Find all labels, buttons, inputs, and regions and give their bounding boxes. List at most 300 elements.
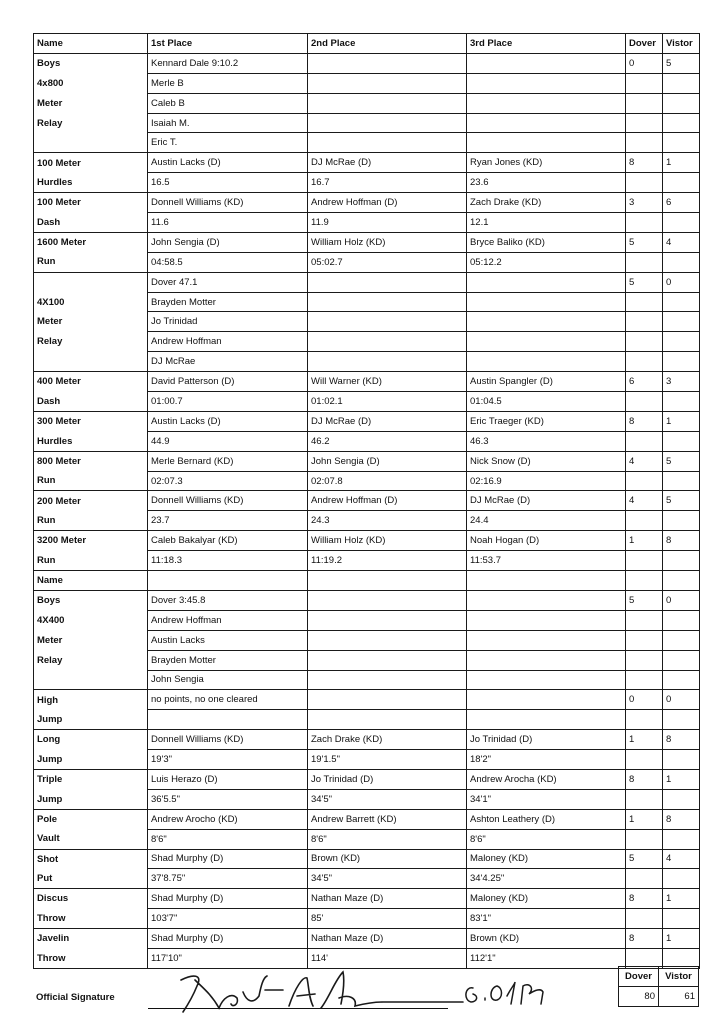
header-visitor: Vistor: [663, 34, 700, 54]
dover-points-cell: 8: [626, 929, 663, 949]
third-place-cell: Andrew Arocha (KD): [467, 769, 626, 789]
first-place-cell: John Sengia (D): [148, 232, 308, 252]
dover-points-cell: 4: [626, 491, 663, 511]
result-row: [34, 352, 700, 372]
third-place-cell: 8'6": [467, 829, 626, 849]
visitor-points-cell: [663, 610, 700, 630]
third-place-cell: 05:12.2: [467, 252, 626, 272]
third-place-cell: Noah Hogan (D): [467, 531, 626, 551]
visitor-points-cell: [663, 113, 700, 133]
visitor-points-cell: [663, 471, 700, 491]
visitor-points-cell: [663, 710, 700, 730]
event-cell: Jump: [34, 750, 148, 770]
second-place-cell: DJ McRae (D): [308, 411, 467, 431]
result-row: [34, 710, 700, 730]
event-cell: [34, 670, 148, 690]
first-place-cell: Donnell Williams (KD): [148, 730, 308, 750]
event-cell: Pole: [34, 809, 148, 829]
second-place-cell: 34'5": [308, 869, 467, 889]
first-place-cell: Dover 3:45.8: [148, 590, 308, 610]
result-row: [34, 272, 700, 292]
third-place-cell: Jo Trinidad (D): [467, 730, 626, 750]
result-row: [34, 372, 700, 392]
dover-points-cell: 1: [626, 531, 663, 551]
second-place-cell: [308, 272, 467, 292]
visitor-points-cell: [663, 571, 700, 591]
header-dover: Dover: [626, 34, 663, 54]
result-row: [34, 431, 700, 451]
third-place-cell: [467, 352, 626, 372]
visitor-points-cell: [663, 133, 700, 153]
result-row: [34, 750, 700, 770]
visitor-points-cell: 0: [663, 272, 700, 292]
dover-points-cell: [626, 829, 663, 849]
second-place-cell: John Sengia (D): [308, 451, 467, 471]
result-row: [34, 551, 700, 571]
header-first-place: 1st Place: [148, 34, 308, 54]
dover-points-cell: [626, 431, 663, 451]
result-row: [34, 789, 700, 809]
third-place-cell: [467, 710, 626, 730]
visitor-points-cell: 8: [663, 809, 700, 829]
event-cell: 200 Meter: [34, 491, 148, 511]
dover-points-cell: 0: [626, 690, 663, 710]
totals-visitor-score: 61: [659, 987, 699, 1007]
visitor-points-cell: 3: [663, 372, 700, 392]
second-place-cell: [308, 292, 467, 312]
third-place-cell: [467, 73, 626, 93]
second-place-cell: 24.3: [308, 511, 467, 531]
result-row: [34, 332, 700, 352]
dover-points-cell: [626, 173, 663, 193]
event-cell: Put: [34, 869, 148, 889]
first-place-cell: David Patterson (D): [148, 372, 308, 392]
first-place-cell: Isaiah M.: [148, 113, 308, 133]
result-row: [34, 650, 700, 670]
third-place-cell: 18'2": [467, 750, 626, 770]
first-place-cell: 16.5: [148, 173, 308, 193]
second-place-cell: Andrew Hoffman (D): [308, 491, 467, 511]
third-place-cell: 02:16.9: [467, 471, 626, 491]
third-place-cell: [467, 690, 626, 710]
second-place-cell: 114': [308, 948, 467, 968]
first-place-cell: [148, 710, 308, 730]
event-cell: Run: [34, 471, 148, 491]
dover-points-cell: 5: [626, 232, 663, 252]
second-place-cell: 11:19.2: [308, 551, 467, 571]
event-cell: 100 Meter: [34, 193, 148, 213]
second-place-cell: [308, 312, 467, 332]
dover-points-cell: [626, 710, 663, 730]
third-place-cell: Bryce Baliko (KD): [467, 232, 626, 252]
second-place-cell: 02:07.8: [308, 471, 467, 491]
event-cell: 1600 Meter: [34, 232, 148, 252]
result-row: [34, 173, 700, 193]
third-place-cell: 112'1": [467, 948, 626, 968]
first-place-cell: DJ McRae: [148, 352, 308, 372]
second-place-cell: Nathan Maze (D): [308, 889, 467, 909]
third-place-cell: [467, 670, 626, 690]
result-row: [34, 889, 700, 909]
third-place-cell: Maloney (KD): [467, 849, 626, 869]
event-cell: Dash: [34, 213, 148, 233]
event-cell: Hurdles: [34, 431, 148, 451]
visitor-points-cell: [663, 650, 700, 670]
dover-points-cell: [626, 471, 663, 491]
first-place-cell: 117'10": [148, 948, 308, 968]
event-cell: Long: [34, 730, 148, 750]
event-cell: 800 Meter: [34, 451, 148, 471]
result-row: [34, 571, 700, 591]
third-place-cell: Austin Spangler (D): [467, 372, 626, 392]
second-place-cell: Will Warner (KD): [308, 372, 467, 392]
dover-points-cell: [626, 133, 663, 153]
result-row: [34, 193, 700, 213]
result-row: [34, 471, 700, 491]
event-cell: Run: [34, 511, 148, 531]
visitor-points-cell: [663, 789, 700, 809]
dover-points-cell: [626, 909, 663, 929]
event-cell: 4X100: [34, 292, 148, 312]
signature-label: Official Signature: [36, 992, 115, 1003]
first-place-cell: 36'5.5": [148, 789, 308, 809]
result-row: [34, 93, 700, 113]
dover-points-cell: [626, 610, 663, 630]
visitor-points-cell: [663, 73, 700, 93]
event-cell: Triple: [34, 769, 148, 789]
event-cell: Name: [34, 571, 148, 591]
result-row: [34, 312, 700, 332]
first-place-cell: John Sengia: [148, 670, 308, 690]
visitor-points-cell: [663, 829, 700, 849]
third-place-cell: 24.4: [467, 511, 626, 531]
event-cell: Boys: [34, 53, 148, 73]
visitor-points-cell: [663, 750, 700, 770]
visitor-points-cell: 5: [663, 451, 700, 471]
first-place-cell: Brayden Motter: [148, 650, 308, 670]
result-row: [34, 213, 700, 233]
event-cell: Run: [34, 551, 148, 571]
visitor-points-cell: 1: [663, 889, 700, 909]
third-place-cell: [467, 610, 626, 630]
result-row: [34, 451, 700, 471]
third-place-cell: Maloney (KD): [467, 889, 626, 909]
result-row: [34, 849, 700, 869]
third-place-cell: [467, 53, 626, 73]
third-place-cell: Brown (KD): [467, 929, 626, 949]
result-row: [34, 590, 700, 610]
visitor-points-cell: [663, 909, 700, 929]
second-place-cell: 05:02.7: [308, 252, 467, 272]
first-place-cell: Shad Murphy (D): [148, 929, 308, 949]
dover-points-cell: [626, 630, 663, 650]
third-place-cell: Zach Drake (KD): [467, 193, 626, 213]
event-cell: [34, 352, 148, 372]
visitor-points-cell: 5: [663, 491, 700, 511]
visitor-points-cell: [663, 869, 700, 889]
visitor-points-cell: 1: [663, 153, 700, 173]
dover-points-cell: [626, 571, 663, 591]
first-place-cell: Donnell Williams (KD): [148, 193, 308, 213]
third-place-cell: 46.3: [467, 431, 626, 451]
result-row: [34, 511, 700, 531]
dover-points-cell: [626, 292, 663, 312]
first-place-cell: no points, no one cleared: [148, 690, 308, 710]
visitor-points-cell: 0: [663, 590, 700, 610]
event-cell: 300 Meter: [34, 411, 148, 431]
second-place-cell: [308, 352, 467, 372]
third-place-cell: 83'1": [467, 909, 626, 929]
second-place-cell: 34'5": [308, 789, 467, 809]
first-place-cell: Eric T.: [148, 133, 308, 153]
third-place-cell: DJ McRae (D): [467, 491, 626, 511]
visitor-points-cell: [663, 332, 700, 352]
third-place-cell: 34'1": [467, 789, 626, 809]
sheet-footer: [33, 966, 699, 1016]
first-place-cell: 103'7": [148, 909, 308, 929]
dover-points-cell: [626, 869, 663, 889]
third-place-cell: [467, 332, 626, 352]
event-cell: Javelin: [34, 929, 148, 949]
third-place-cell: [467, 272, 626, 292]
dover-points-cell: 8: [626, 153, 663, 173]
first-place-cell: Austin Lacks (D): [148, 153, 308, 173]
second-place-cell: DJ McRae (D): [308, 153, 467, 173]
second-place-cell: 19'1.5": [308, 750, 467, 770]
event-cell: Run: [34, 252, 148, 272]
result-row: [34, 232, 700, 252]
totals-dover-score: 80: [619, 987, 659, 1007]
second-place-cell: [308, 630, 467, 650]
second-place-cell: Andrew Barrett (KD): [308, 809, 467, 829]
dover-points-cell: 5: [626, 590, 663, 610]
result-row: [34, 670, 700, 690]
dover-points-cell: [626, 650, 663, 670]
event-cell: Meter: [34, 93, 148, 113]
result-row: [34, 909, 700, 929]
first-place-cell: Andrew Hoffman: [148, 610, 308, 630]
second-place-cell: Jo Trinidad (D): [308, 769, 467, 789]
event-cell: Throw: [34, 948, 148, 968]
header-name: Name: [34, 34, 148, 54]
first-place-cell: 23.7: [148, 511, 308, 531]
event-cell: Jump: [34, 789, 148, 809]
second-place-cell: [308, 113, 467, 133]
third-place-cell: Ashton Leathery (D): [467, 809, 626, 829]
event-cell: 4X400: [34, 610, 148, 630]
dover-points-cell: [626, 213, 663, 233]
event-cell: Relay: [34, 650, 148, 670]
result-row: [34, 73, 700, 93]
result-row: [34, 809, 700, 829]
visitor-points-cell: 0: [663, 690, 700, 710]
event-cell: Meter: [34, 630, 148, 650]
first-place-cell: Dover 47.1: [148, 272, 308, 292]
second-place-cell: Nathan Maze (D): [308, 929, 467, 949]
dover-points-cell: 1: [626, 809, 663, 829]
dover-points-cell: 4: [626, 451, 663, 471]
third-place-cell: [467, 590, 626, 610]
first-place-cell: 04:58.5: [148, 252, 308, 272]
result-row: [34, 491, 700, 511]
visitor-points-cell: [663, 431, 700, 451]
first-place-cell: 44.9: [148, 431, 308, 451]
result-row: [34, 730, 700, 750]
first-place-cell: 02:07.3: [148, 471, 308, 491]
dover-points-cell: 5: [626, 849, 663, 869]
second-place-cell: [308, 73, 467, 93]
first-place-cell: Merle Bernard (KD): [148, 451, 308, 471]
result-row: [34, 531, 700, 551]
event-cell: Boys: [34, 590, 148, 610]
first-place-cell: Merle B: [148, 73, 308, 93]
event-cell: 100 Meter: [34, 153, 148, 173]
visitor-points-cell: [663, 252, 700, 272]
second-place-cell: 16.7: [308, 173, 467, 193]
visitor-points-cell: 4: [663, 232, 700, 252]
event-cell: 4x800: [34, 73, 148, 93]
third-place-cell: 34'4.25": [467, 869, 626, 889]
first-place-cell: Caleb B: [148, 93, 308, 113]
visitor-points-cell: [663, 352, 700, 372]
visitor-points-cell: 4: [663, 849, 700, 869]
third-place-cell: Eric Traeger (KD): [467, 411, 626, 431]
first-place-cell: 01:00.7: [148, 392, 308, 412]
totals-visitor-label: Vistor: [659, 967, 699, 987]
second-place-cell: 8'6": [308, 829, 467, 849]
event-cell: Shot: [34, 849, 148, 869]
first-place-cell: Caleb Bakalyar (KD): [148, 531, 308, 551]
result-row: [34, 392, 700, 412]
result-row: [34, 929, 700, 949]
first-place-cell: Brayden Motter: [148, 292, 308, 312]
second-place-cell: [308, 690, 467, 710]
result-row: [34, 630, 700, 650]
visitor-points-cell: 8: [663, 730, 700, 750]
visitor-points-cell: 6: [663, 193, 700, 213]
second-place-cell: [308, 53, 467, 73]
third-place-cell: [467, 133, 626, 153]
first-place-cell: Shad Murphy (D): [148, 889, 308, 909]
third-place-cell: 12.1: [467, 213, 626, 233]
second-place-cell: William Holz (KD): [308, 531, 467, 551]
third-place-cell: [467, 571, 626, 591]
third-place-cell: [467, 650, 626, 670]
dover-points-cell: [626, 551, 663, 571]
dover-points-cell: 1: [626, 730, 663, 750]
result-row: [34, 53, 700, 73]
dover-points-cell: [626, 352, 663, 372]
visitor-points-cell: 5: [663, 53, 700, 73]
header-row: [34, 34, 700, 54]
result-row: [34, 829, 700, 849]
third-place-cell: Ryan Jones (KD): [467, 153, 626, 173]
second-place-cell: [308, 93, 467, 113]
second-place-cell: [308, 670, 467, 690]
dover-points-cell: 8: [626, 411, 663, 431]
first-place-cell: 37'8.75": [148, 869, 308, 889]
dover-points-cell: 5: [626, 272, 663, 292]
signature-line: [148, 1008, 448, 1009]
result-row: [34, 411, 700, 431]
dover-points-cell: 6: [626, 372, 663, 392]
event-cell: Relay: [34, 332, 148, 352]
event-cell: High: [34, 690, 148, 710]
second-place-cell: [308, 610, 467, 630]
results-table: [33, 33, 700, 969]
event-cell: 3200 Meter: [34, 531, 148, 551]
second-place-cell: [308, 710, 467, 730]
third-place-cell: 11:53.7: [467, 551, 626, 571]
result-row: [34, 153, 700, 173]
visitor-points-cell: 8: [663, 531, 700, 551]
first-place-cell: 8'6": [148, 829, 308, 849]
first-place-cell: Kennard Dale 9:10.2: [148, 53, 308, 73]
result-row: [34, 113, 700, 133]
first-place-cell: Luis Herazo (D): [148, 769, 308, 789]
second-place-cell: Zach Drake (KD): [308, 730, 467, 750]
visitor-points-cell: [663, 670, 700, 690]
third-place-cell: 23.6: [467, 173, 626, 193]
dover-points-cell: [626, 332, 663, 352]
dover-points-cell: [626, 312, 663, 332]
second-place-cell: [308, 332, 467, 352]
dover-points-cell: [626, 113, 663, 133]
second-place-cell: William Holz (KD): [308, 232, 467, 252]
result-row: [34, 133, 700, 153]
first-place-cell: Shad Murphy (D): [148, 849, 308, 869]
second-place-cell: Brown (KD): [308, 849, 467, 869]
first-place-cell: Jo Trinidad: [148, 312, 308, 332]
result-row: [34, 769, 700, 789]
first-place-cell: Andrew Arocho (KD): [148, 809, 308, 829]
dover-points-cell: [626, 93, 663, 113]
third-place-cell: 01:04.5: [467, 392, 626, 412]
event-cell: Vault: [34, 829, 148, 849]
second-place-cell: 11.9: [308, 213, 467, 233]
second-place-cell: 46.2: [308, 431, 467, 451]
first-place-cell: [148, 571, 308, 591]
event-cell: [34, 272, 148, 292]
first-place-cell: Austin Lacks (D): [148, 411, 308, 431]
visitor-points-cell: [663, 551, 700, 571]
result-row: [34, 869, 700, 889]
second-place-cell: [308, 590, 467, 610]
third-place-cell: [467, 292, 626, 312]
event-cell: Relay: [34, 113, 148, 133]
visitor-points-cell: [663, 213, 700, 233]
dover-points-cell: [626, 73, 663, 93]
first-place-cell: Andrew Hoffman: [148, 332, 308, 352]
event-cell: Jump: [34, 710, 148, 730]
third-place-cell: Nick Snow (D): [467, 451, 626, 471]
totals-dover-label: Dover: [619, 967, 659, 987]
first-place-cell: 11:18.3: [148, 551, 308, 571]
second-place-cell: [308, 650, 467, 670]
event-cell: Discus: [34, 889, 148, 909]
first-place-cell: 19'3": [148, 750, 308, 770]
third-place-cell: [467, 93, 626, 113]
second-place-cell: 85': [308, 909, 467, 929]
totals-table: [618, 966, 699, 1007]
dover-points-cell: 0: [626, 53, 663, 73]
dover-points-cell: [626, 511, 663, 531]
dover-points-cell: [626, 789, 663, 809]
dover-points-cell: 8: [626, 889, 663, 909]
visitor-points-cell: [663, 292, 700, 312]
visitor-points-cell: [663, 511, 700, 531]
first-place-cell: Austin Lacks: [148, 630, 308, 650]
